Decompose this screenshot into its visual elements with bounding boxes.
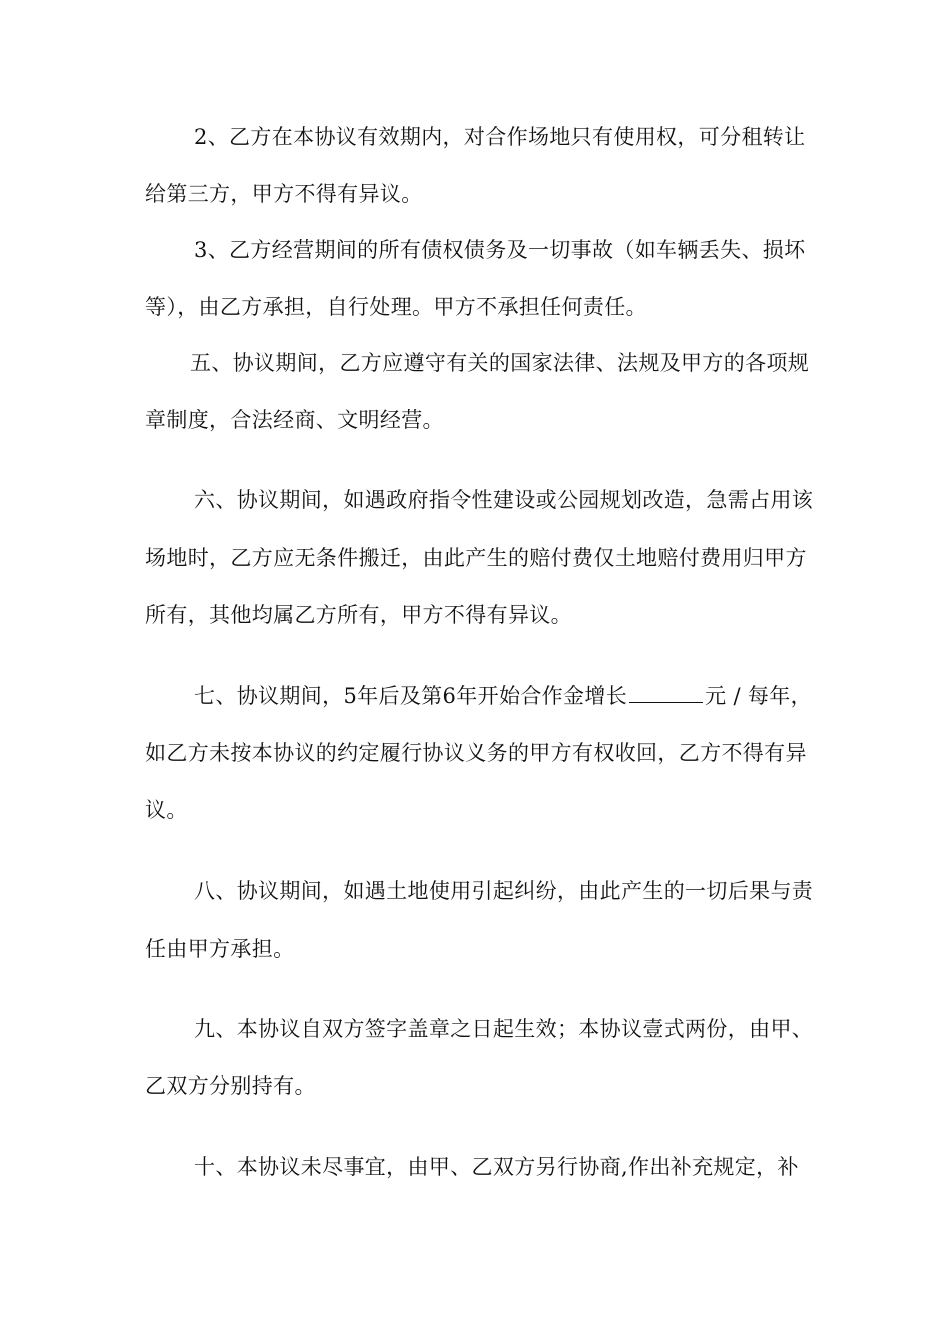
clause-9-line-1: 九、本协议自双方签字盖章之日起生效；本协议壹式两份，由甲、 — [194, 1017, 814, 1041]
clause-9-line-2: 乙双方分别持有。 — [145, 1074, 316, 1098]
clause-4-2-line-2: 给第三方，甲方不得有异议。 — [145, 182, 423, 206]
clause-7-line-2: 如乙方未按本协议的约定履行协议义务的甲方有权收回，乙方不得有异 — [145, 741, 807, 765]
clause-4-3-line-1: 3、乙方经营期间的所有债权债务及一切事故（如车辆丢失、损坏 — [194, 238, 806, 262]
clause-8-line-2: 任由甲方承担。 — [145, 937, 295, 961]
clause-10-line-1: 十、本协议未尽事宜，由甲、乙双方另行协商,作出补充规定，补 — [194, 1155, 799, 1179]
clause-6-line-2: 场地时，乙方应无条件搬迁，由此产生的赔付费仅土地赔付费用归甲方 — [145, 546, 807, 570]
clause-4-2-line-1: 2、乙方在本协议有效期内，对合作场地只有使用权，可分租转让 — [194, 125, 806, 149]
amount-blank-field — [629, 682, 703, 703]
clause-7-line-1 — [194, 681, 812, 711]
clause-7-text-after-blank: 元 / 每年， — [705, 684, 812, 708]
clause-6-line-3: 所有，其他均属乙方所有，甲方不得有异议。 — [145, 603, 572, 627]
clause-5-line-1: 五、协议期间，乙方应遵守有关的国家法律、法规及甲方的各项规 — [190, 351, 810, 375]
clause-7-text-before-blank: 七、协议期间，5年后及第6年开始合作金增长 — [194, 684, 628, 708]
clause-6-line-1: 六、协议期间，如遇政府指令性建设或公园规划改造，急需占用该 — [194, 488, 814, 512]
clause-8-line-1: 八、协议期间，如遇土地使用引起纠纷，由此产生的一切后果与责 — [194, 879, 814, 903]
clause-4-3-line-2: 等），由乙方承担，自行处理。甲方不承担任何责任。 — [145, 295, 647, 319]
clause-7-line-3: 议。 — [145, 798, 188, 822]
clause-5-line-2: 章制度，合法经商、文明经营。 — [145, 408, 444, 432]
